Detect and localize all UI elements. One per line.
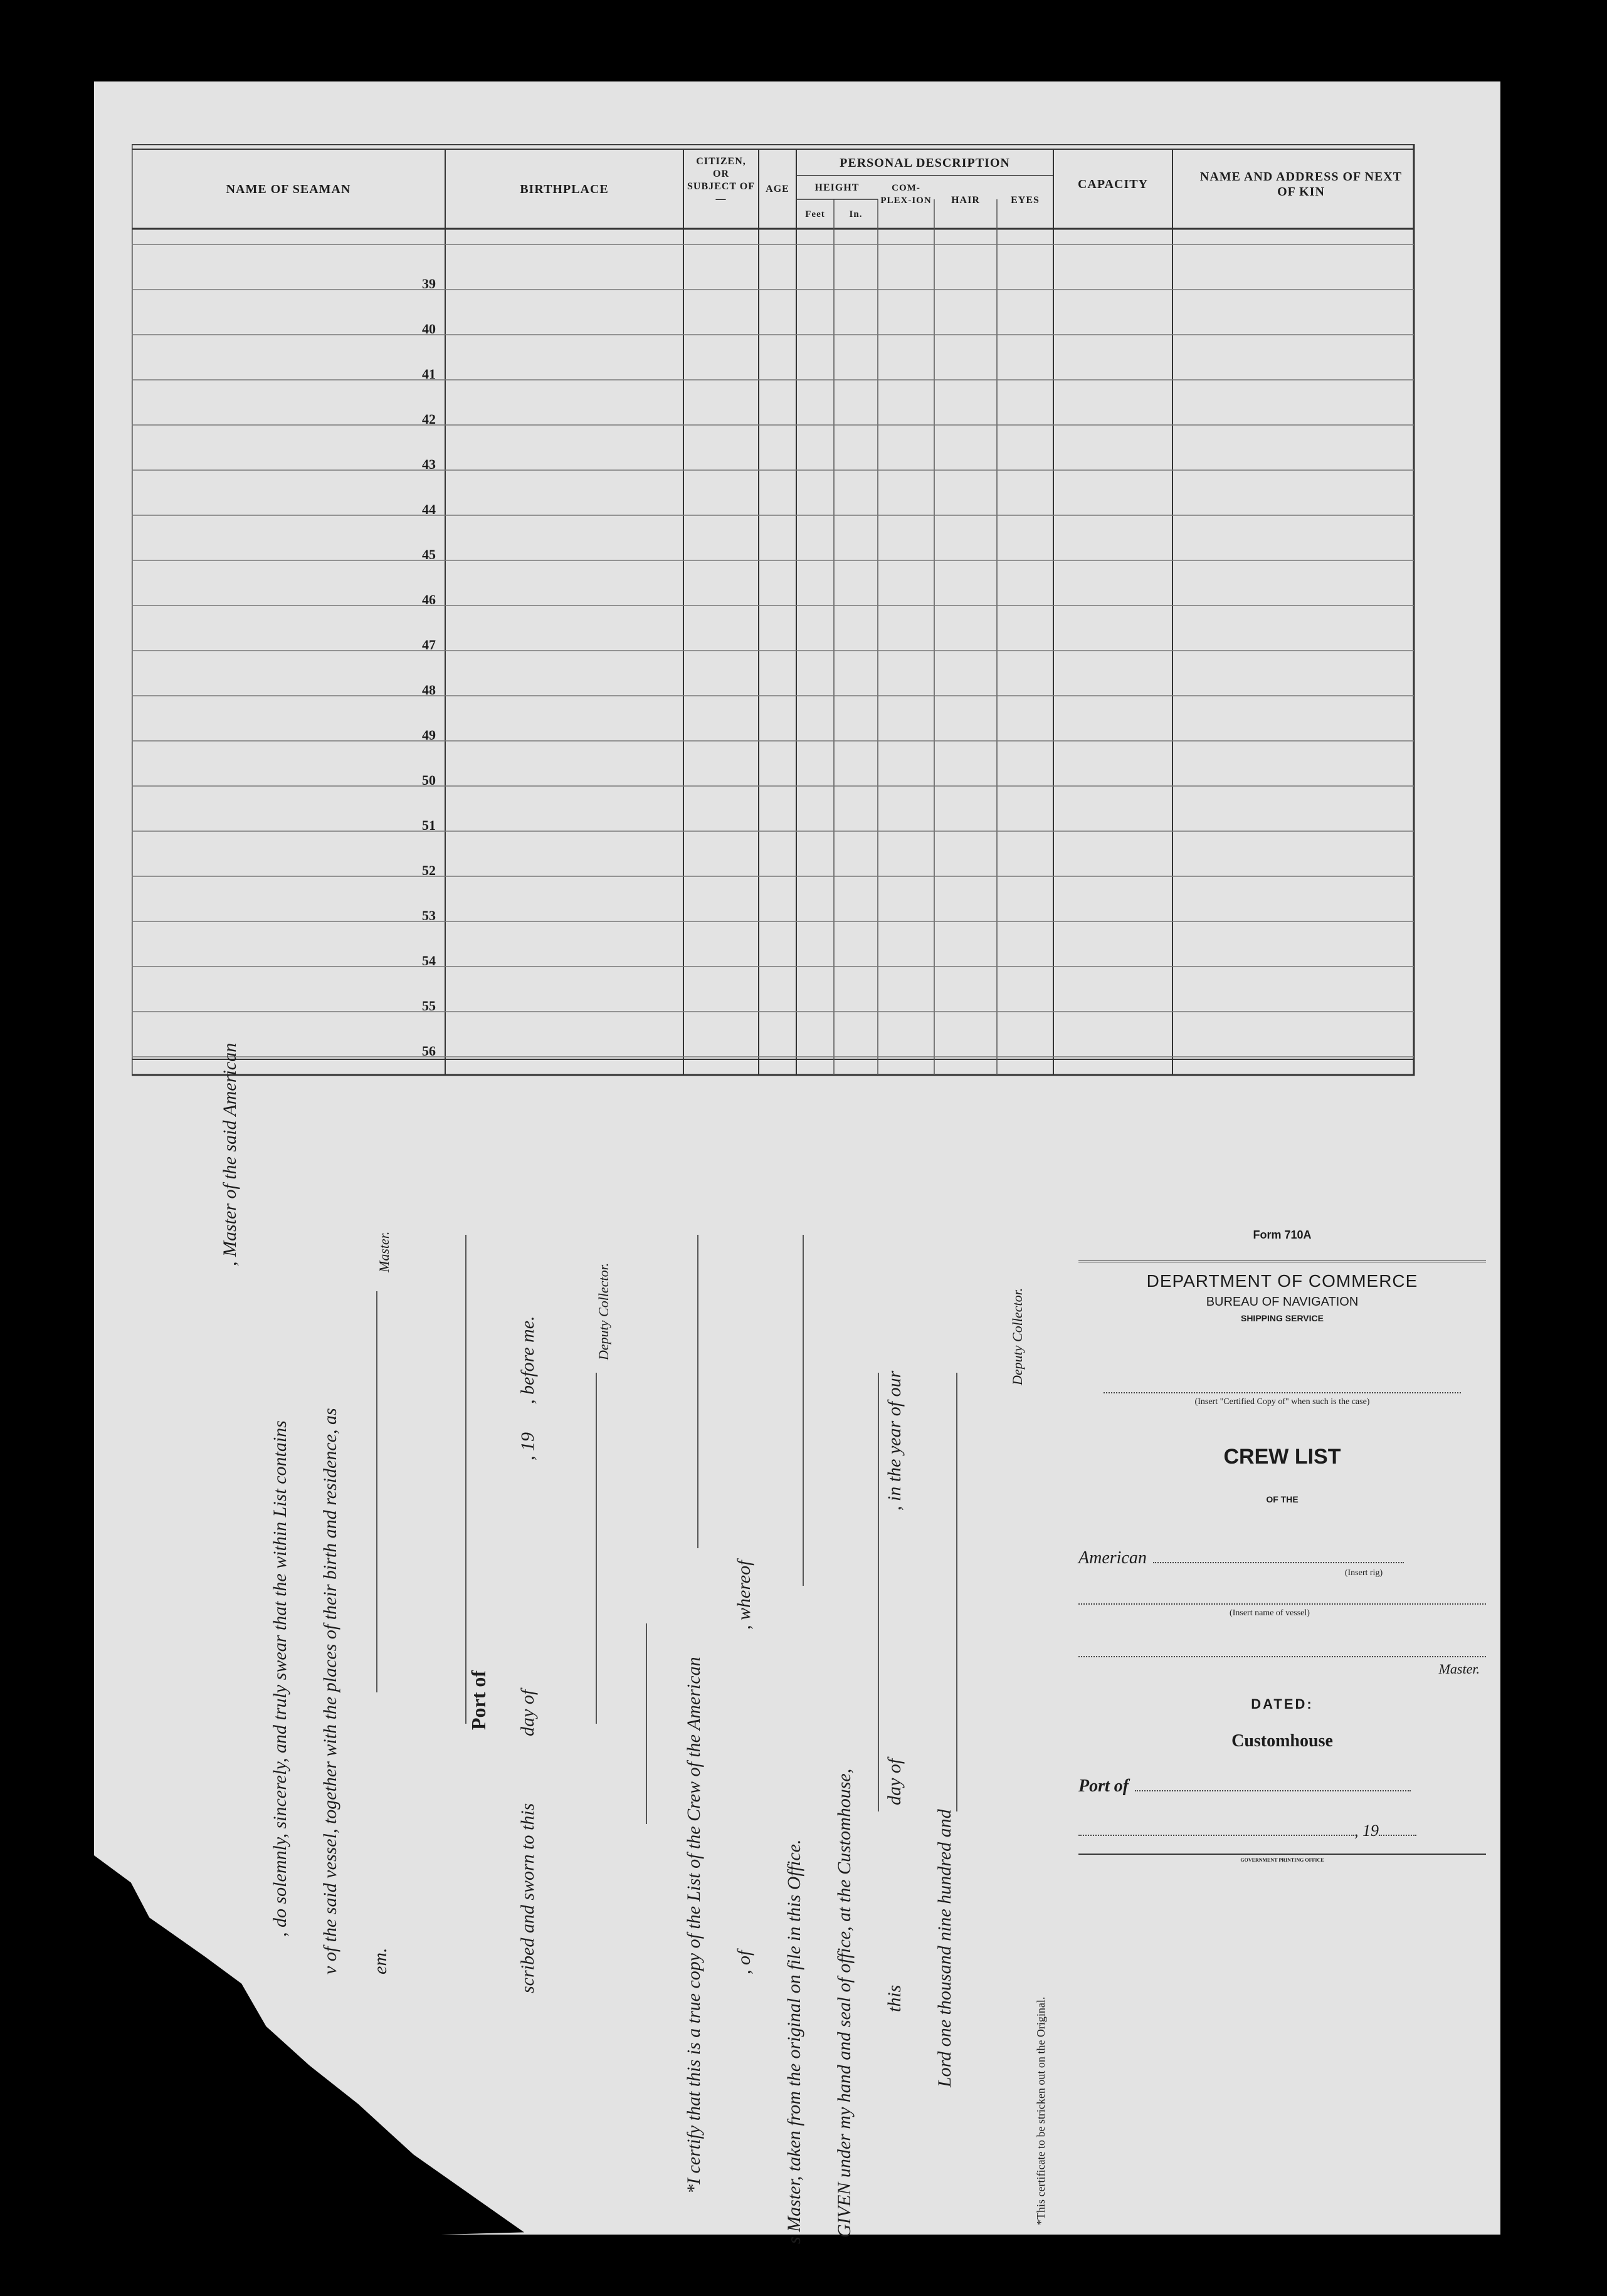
insert-vessel-note: (Insert name of vessel) <box>1230 1608 1310 1618</box>
port-of-label: Port of <box>1078 1776 1129 1796</box>
oath-line-4: em. <box>370 1947 391 1974</box>
oath-subscribed: scribed and sworn to this <box>517 1803 538 1993</box>
oath-port-of: Port of <box>467 1670 490 1730</box>
row-number: 39 <box>422 276 436 291</box>
form-card <box>1078 1229 1486 1863</box>
american-row <box>1078 1548 1486 1568</box>
customhouse-label: Customhouse <box>1231 1731 1333 1751</box>
american-label: American <box>1078 1548 1147 1568</box>
certificate-deputy-line <box>956 1373 957 1811</box>
oath-line-3: v of the said vessel, together with the places of their birth and residence, as <box>320 1408 340 1974</box>
port-blank <box>1135 1790 1411 1791</box>
certificate-line-1-blank <box>697 1235 698 1548</box>
rig-blank <box>1153 1562 1404 1563</box>
service-title: SHIPPING SERVICE <box>1240 1313 1324 1323</box>
certificate-of: , of <box>734 1950 754 1974</box>
row-number: 54 <box>422 953 436 968</box>
year-blank <box>1379 1835 1416 1836</box>
row-number: 51 <box>422 817 436 833</box>
certificate-line-3: s Master, taken from the original on file in this Office. <box>784 1839 804 2244</box>
oath-line-1: , Master of the said American <box>219 1042 240 1266</box>
vessel-blank <box>1078 1603 1486 1605</box>
header-hair: HAIR <box>951 195 980 206</box>
certificate-line-4-blank <box>803 1235 804 1586</box>
printing-office: GOVERNMENT PRINTING OFFICE <box>1240 1857 1324 1863</box>
header-inches: In. <box>849 209 863 219</box>
header-birthplace: BIRTHPLACE <box>520 182 609 196</box>
insert-certified-note: (Insert "Certified Copy of" when such is the case) <box>1194 1397 1370 1407</box>
certificate-line-1: *I certify that this is a true copy of the List of the Crew of the American <box>683 1657 704 2194</box>
crew-list-title: CREW LIST <box>1223 1445 1341 1469</box>
certificate-whereof: , whereof <box>734 1560 754 1630</box>
certificate-deputy-collector: Deputy Collector. <box>1009 1287 1025 1385</box>
certificate-line-4: GIVEN under my hand and seal of office, at the Customhouse, <box>834 1768 855 2238</box>
department-title: DEPARTMENT OF COMMERCE <box>1146 1271 1418 1291</box>
certificate-day-of: day of <box>884 1758 905 1805</box>
row-number: 49 <box>422 727 436 743</box>
header-citizen: CITIZEN, OR SUBJECT OF— <box>687 156 755 204</box>
oath-deputy-collector: Deputy Collector. <box>596 1262 611 1360</box>
table-grid <box>132 144 1423 1084</box>
certificate-line-6: Lord one thousand nine hundred and <box>934 1809 955 2087</box>
card-top-rule <box>1078 1261 1486 1262</box>
certificate-this: this <box>884 1984 905 2012</box>
header-age: AGE <box>766 184 789 194</box>
certificate-footnote: *This certificate to be stricken out on the Original. <box>1035 1996 1047 2225</box>
header-complexion: COM-PLEX-ION <box>880 183 932 206</box>
row-number: 50 <box>422 772 436 788</box>
date-year: , 19 <box>1354 1822 1379 1840</box>
date-blank <box>1078 1835 1354 1836</box>
form-number: Form 710A <box>1253 1229 1312 1241</box>
oath-port-line <box>465 1235 466 1724</box>
row-number: 46 <box>422 592 436 607</box>
row-number: 47 <box>422 637 436 653</box>
header-eyes: EYES <box>1011 195 1040 206</box>
header-personal-description: PERSONAL DESCRIPTION <box>840 156 1010 170</box>
header-capacity: CAPACITY <box>1077 177 1149 191</box>
row-number: 56 <box>422 1043 436 1059</box>
port-row <box>1078 1776 1486 1796</box>
oath-divider <box>646 1623 647 1824</box>
row-number: 45 <box>422 547 436 562</box>
card-bottom-rule <box>1078 1853 1486 1855</box>
master-blank <box>1078 1656 1486 1657</box>
header-next-of-kin: NAME AND ADDRESS OF NEXT OF KIN <box>1199 170 1403 199</box>
oath-master-line <box>376 1291 377 1692</box>
header-name-of-seaman: NAME OF SEAMAN <box>226 182 351 196</box>
certified-copy-blank <box>1104 1392 1461 1393</box>
date-row <box>1078 1822 1486 1840</box>
header-feet: Feet <box>805 209 825 219</box>
oath-day-of: day of <box>517 1689 538 1736</box>
oath-deputy-line <box>596 1373 597 1724</box>
oath-year: , 19 <box>517 1432 538 1460</box>
row-number: 48 <box>422 682 436 698</box>
row-number: 43 <box>422 456 436 472</box>
certificate-lord-blank <box>878 1373 879 1811</box>
oath-master-label: Master. <box>376 1231 392 1272</box>
row-number: 41 <box>422 366 436 382</box>
dated-label: DATED: <box>1251 1696 1314 1712</box>
row-number: 42 <box>422 411 436 427</box>
row-number: 44 <box>422 501 436 517</box>
row-number: 52 <box>422 862 436 878</box>
oath-before-me: , before me. <box>517 1316 538 1404</box>
master-label: Master. <box>1438 1661 1480 1677</box>
row-number: 53 <box>422 908 436 923</box>
row-number: 40 <box>422 321 436 337</box>
crew-table <box>132 144 1423 1084</box>
certificate-year-of-our: , in the year of our <box>884 1370 905 1511</box>
document-sheet <box>94 81 1500 2244</box>
row-number: 55 <box>422 998 436 1014</box>
header-height: HEIGHT <box>814 182 860 193</box>
oath-line-2: , do solemnly, sincerely, and truly swear that the within List contains <box>270 1420 290 1937</box>
insert-rig-note: (Insert rig) <box>1344 1568 1383 1578</box>
of-the-label: OF THE <box>1266 1494 1299 1504</box>
bureau-title: BUREAU OF NAVIGATION <box>1206 1295 1359 1309</box>
